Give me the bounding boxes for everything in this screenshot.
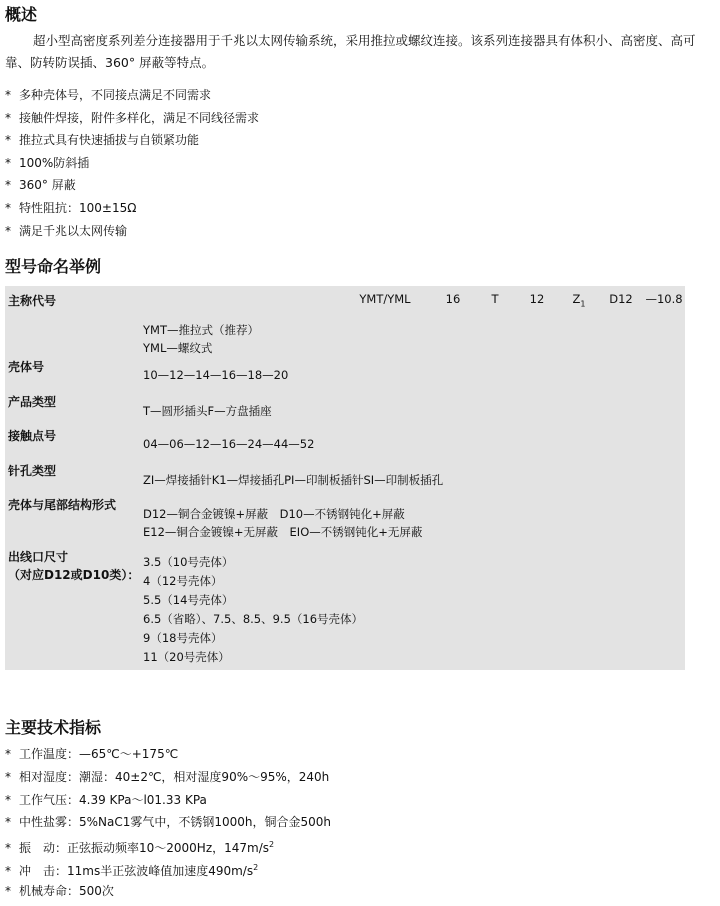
- bullet-star-icon: *: [5, 863, 11, 878]
- shell-number-label: 壳体号: [8, 360, 45, 374]
- specs-title: 主要技术指标: [5, 718, 102, 737]
- feature-item: * 推拉式具有快速插拔与自锁紧功能: [5, 129, 259, 152]
- feature-item: * 360° 屏蔽: [5, 174, 259, 197]
- outlet-size-2: 4（12号壳体）: [143, 574, 223, 588]
- shell-structure-line-2: E12—铜合金镀镍+无屏蔽 EIO—不锈钢钝化+无屏蔽: [143, 525, 423, 539]
- feature-item: * 接触件焊接，附件多样化，满足不同线径需求: [5, 107, 259, 130]
- bullet-star-icon: *: [5, 747, 11, 761]
- code-16: 16: [445, 292, 461, 306]
- bullet-star-icon: *: [5, 883, 11, 898]
- naming-title: 型号命名举例: [5, 257, 102, 276]
- feature-item: * 100%防斜插: [5, 152, 259, 175]
- contact-number-label: 接触点号: [8, 429, 57, 443]
- product-type-values: T—圆形插头F—方盘插座: [143, 404, 272, 418]
- main-code-desc-yml: YML—螺纹式: [143, 341, 213, 355]
- bullet-star-icon: *: [5, 769, 11, 784]
- spec-item: * 工作温度：—65℃～+175℃: [5, 743, 331, 766]
- shell-number-values: 10—12—14—16—18—20: [143, 368, 289, 382]
- feature-item: * 多种壳体号，不同接点满足不同需求: [5, 84, 259, 107]
- bullet-star-icon: *: [5, 110, 11, 125]
- shell-structure-label: 壳体与尾部结构形式: [8, 498, 117, 512]
- bullet-star-icon: *: [5, 88, 11, 102]
- bullet-star-icon: *: [5, 178, 11, 193]
- overview-title: 概述: [5, 5, 38, 24]
- spec-item: * 相对湿度：潮湿：40±2℃，相对湿度90%～95%，240h: [5, 766, 331, 789]
- code-12: 12: [529, 292, 545, 306]
- feature-list: [5, 84, 259, 242]
- product-type-label: 产品类型: [8, 395, 57, 409]
- outlet-size-4: 6.5（省略）、7.5、8.5、9.5（16号壳体）: [143, 612, 364, 626]
- spec-list: [5, 743, 331, 903]
- outlet-size-6: 11（20号壳体）: [143, 650, 230, 664]
- spec-item: * 工作气压：4.39 KPa～l01.33 KPa: [5, 789, 331, 812]
- outlet-label-line-1: 出线口尺寸: [8, 550, 69, 564]
- outlet-size-1: 3.5（10号壳体）: [143, 555, 234, 569]
- outlet-label-line-2: （对应D12或D10类）：: [8, 568, 140, 582]
- bullet-star-icon: *: [5, 200, 11, 215]
- code-outlet: —10.8: [645, 292, 683, 306]
- spec-item: * 中性盐雾：5%NaC1雾气中，不锈钢1000h，铜合金500h: [5, 811, 331, 834]
- spec-item: * 机械寿命：500次: [5, 880, 331, 903]
- bullet-star-icon: *: [5, 133, 11, 148]
- spec-item: * 振 动：正弦振动频率10～2000Hz，$147m/s^2$: [5, 834, 331, 857]
- feature-item: * 特性阻抗：100±15Ω: [5, 197, 259, 220]
- main-code-desc-ymt: YMT—推拉式（推荐）: [143, 323, 259, 337]
- bullet-star-icon: *: [5, 223, 11, 238]
- feature-item: * 满足千兆以太网传输: [5, 220, 259, 243]
- spec-item: * 冲 击：11ms半正弦波峰值加速度$490m/s^2$: [5, 857, 331, 880]
- code-d12: D12: [609, 292, 633, 306]
- bullet-star-icon: *: [5, 841, 11, 856]
- pin-type-values: ZI—焊接插针K1—焊接插孔PI—印制板插针SI—印制板插孔: [143, 473, 444, 487]
- outlet-size-5: 9（18号壳体）: [143, 631, 223, 645]
- bullet-star-icon: *: [5, 155, 11, 170]
- code-t: T: [491, 292, 499, 306]
- contact-number-values: 04—06—12—16—24—44—52: [143, 437, 315, 451]
- overview-paragraph-block: [5, 30, 710, 74]
- code-z: $Z_1$: [572, 292, 586, 309]
- main-code-label: 主称代号: [8, 294, 57, 308]
- code-ymt: YMT/YML: [359, 292, 411, 306]
- overview-paragraph: 超小型高密度系列差分连接器用于千兆以太网传输系统，采用推拉或螺纹连接。该系列连接器具有体积小、高密度、高可靠、防转防误插、360° 屏蔽等特点。: [5, 33, 696, 70]
- bullet-star-icon: *: [5, 815, 11, 830]
- bullet-star-icon: *: [5, 792, 11, 807]
- shell-structure-line-1: D12—铜合金镀镍+屏蔽 D10—不锈钢钝化+屏蔽: [143, 507, 405, 521]
- outlet-size-3: 5.5（14号壳体）: [143, 593, 234, 607]
- pin-type-label: 针孔类型: [8, 464, 57, 478]
